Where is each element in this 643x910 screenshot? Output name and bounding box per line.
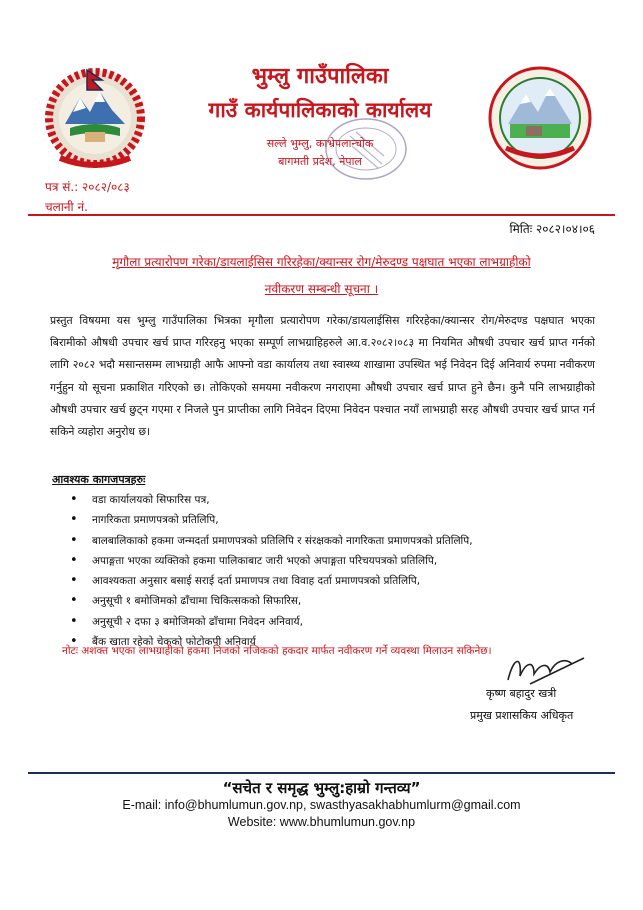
- subject-line-2: नवीकरण सम्बन्धी सूचना ।: [264, 282, 379, 296]
- header-divider: [28, 214, 615, 216]
- list-item: • बैंक खाता रहेको चेकको फोटोकपी अनिवार्य: [70, 632, 610, 652]
- list-item: • अपाङ्गता भएका व्यक्तिको हकमा पालिकाबाट जारी भएको अपाङ्गता परिचयपत्रको प्रतिलिपि,: [70, 551, 610, 571]
- signer-title: प्रमुख प्रशासकिय अधिकृत: [470, 709, 574, 722]
- office-province: बागमती प्रदेश, नेपाल: [278, 155, 362, 168]
- list-item: • अनुसूची १ बमोजिमको ढाँचामा चिकित्सकको सिफारिस,: [70, 591, 610, 611]
- footer-motto: “सचेत र समृद्ध भुम्लु:हाम्रो गन्तव्य”: [222, 779, 421, 797]
- list-item: • नागरिकता प्रमाणपत्रको प्रतिलिपि,: [70, 510, 610, 530]
- list-item: • अनुसूची २ दफा ३ बमोजिमको ढाँचामा निवेदन अनिवार्य,: [70, 612, 610, 632]
- footer-website[interactable]: Website: www.bhumlumun.gov.np: [227, 815, 416, 829]
- signer-name: कृष्ण बहादुर खत्री: [486, 687, 557, 700]
- patra-sankhya: पत्र सं.: २०८२/०८३: [45, 180, 130, 194]
- nepal-emblem-icon: [40, 62, 150, 174]
- municipality-logo-icon: [486, 64, 594, 172]
- requirements-title: आवश्यक कागजपत्रहरुः: [52, 473, 146, 486]
- list-item: • आवश्यकता अनुसार बसाई सराई दर्ता प्रमाणपत्र तथा विवाह दर्ता प्रमाणपत्रको प्रतिलिपि,: [70, 571, 610, 591]
- list-item: • वडा कार्यालयको सिफारिस पत्र,: [70, 490, 610, 510]
- note: नोटः अशक्त भएका लाभग्राहीको हकमा निजको नजिकको हकदार मार्फत नवीकरण गर्ने व्यवस्था मिलाउन सकिनेछ।: [62, 645, 492, 657]
- requirements-list: [70, 490, 610, 652]
- office-address: सल्ले भुम्लु, काभ्रेपलान्चोक: [266, 137, 374, 150]
- date: मितिः २०८२।०४।०६: [509, 222, 595, 236]
- office-title: गाउँ कार्यपालिकाको कार्यालय: [208, 98, 432, 122]
- body-paragraph: प्रस्तुत विषयमा यस भुम्लु गाउँपालिका भित्रका मृगौला प्रत्यारोपण गरेका/डायलाईसिस गरिरहेका/क्यान्सर रोग/मेरुदण्ड पक्षघात भएका बिरामीको औषधी उपचार खर्च प्राप्त गरिरहनु भएका सम्पूर्ण लाभग्राहिहरुले आ.व.२०८२।०८३ मा नियमित औषधी उपचार खर्च प्राप्त गर्नको लागि २०८२ भदौ मसान्तसम्म लाभग्राही आफै आफ्नो वडा कार्यालय तथा स्वास्थ्य शाखामा उपस्थित भई निवेदन दिई अनिवार्य रुपमा नवीकरण गर्नुहुन यो सूचना प्रकाशित गरिएको छ। तोकिएको समयमा नवीकरण नगराएमा औषधी उपचार खर्च प्राप्त हुने छैन। कुनै पनि लाभग्राहीको औषधी उपचार खर्च छुट्न गएमा र निजले पुन प्राप्तीका लागि निवेदन दिएमा निवेदन पश्चात नयाँ लाभग्राही सरह औषधी उपचार खर्च प्राप्त गर्न सकिने व्यहोरा अनुरोध छ।: [50, 314, 595, 439]
- signature-icon: [500, 650, 590, 690]
- footer-email[interactable]: E-mail: info@bhumlumun.gov.np, swasthyasakhabhumlurm@gmail.com: [122, 798, 521, 812]
- office-name: भुम्लु गाउँपालिका: [251, 64, 389, 89]
- reference-block: [45, 177, 130, 217]
- list-item: • बालबालिकाको हकमा जन्मदर्ता प्रमाणपत्रको प्रतिलिपि र संरक्षकको नागरिकता प्रमाणपत्रको प्रतिलिपि,: [70, 531, 610, 551]
- chalani-number: चलानी नं.: [45, 200, 88, 214]
- footer-divider: [28, 772, 615, 774]
- subject: [50, 249, 593, 303]
- subject-line-1: मृगौला प्रत्यारोपण गरेका/डायलाईसिस गरिरहेका/क्यान्सर रोग/मेरुदण्ड पक्षघात भएका लाभग्राहीको: [112, 255, 531, 269]
